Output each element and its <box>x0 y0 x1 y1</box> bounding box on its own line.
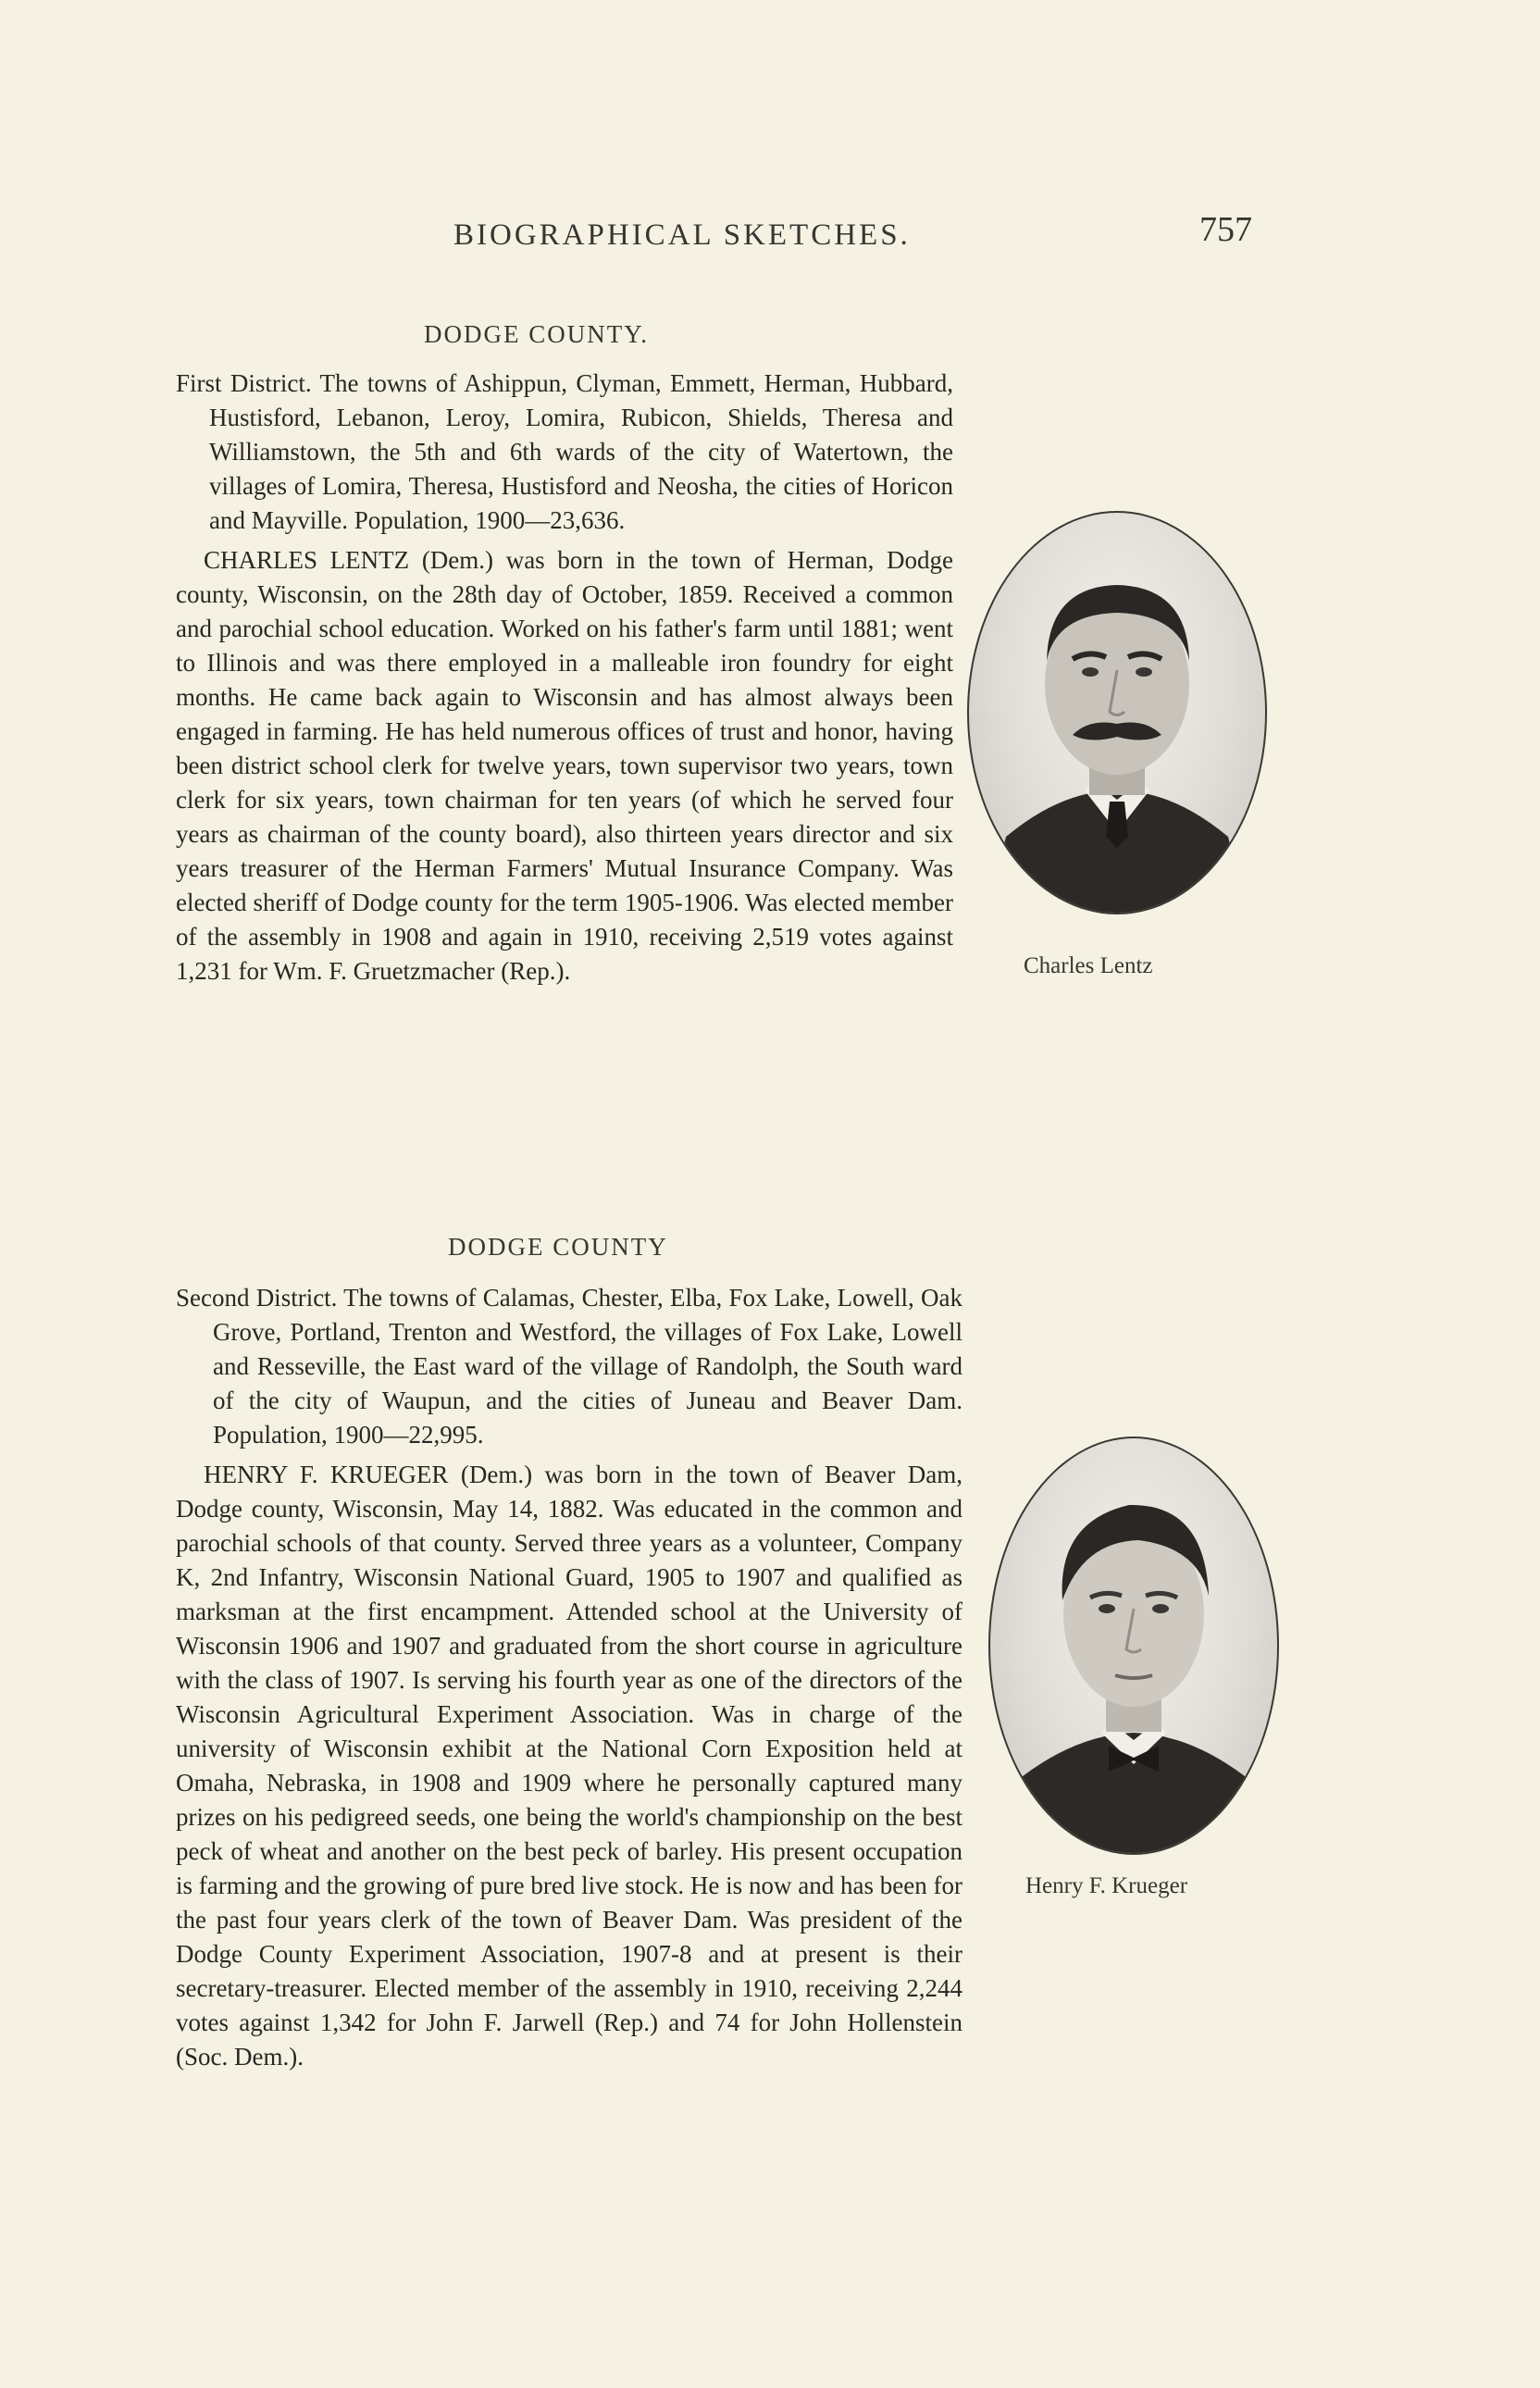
biography-charles-lentz: CHARLES LENTZ (Dem.) was born in the town of Herman, Dodge county, Wisconsin, on the 28th day of October, 1859. Received a common and parochial school education. Worked on his father's farm until 1881; went to Illinois and was there employed in a malleable iron foundry for eight months. He came back again to Wisconsin and has almost always been engaged in farming. He has held numerous offices of trust and honor, having been district school clerk for twelve years, town supervisor two years, town clerk for six years, town chairman for ten years (of which he served four years as chairman of the county board), also thirteen years director and six years treasurer of the Herman Farmers' Mutual Insurance Company. Was elected sheriff of Dodge county for the term 1905-1906. Was elected member of the assembly in 1908 and again in 1910, receiving 2,519 votes against 1,231 for Wm. F. Gruetzmacher (Rep.). <box>176 546 953 985</box>
caption-charles-lentz: Charles Lentz <box>1024 953 1153 978</box>
portrait-charles-lentz <box>967 511 1267 914</box>
page-number: 757 <box>1199 210 1252 249</box>
section-heading-first-district: DODGE COUNTY. <box>424 320 650 348</box>
section-heading-second-district: DODGE COUNTY <box>448 1233 668 1261</box>
district-description: First District. The towns of Ashippun, Clyman, Emmett, Herman, Hubbard, Hustisford, Lebanon, Leroy, Lomira, Rubicon, Shields, Theresa and Williamstown, the 5th and 6th wards of the city of Watertown, the villages of Lomira, Theresa, Hustisford and Neosha, the cities of Horicon and Mayville. Population, 1900—23,636. <box>176 369 953 534</box>
first-district-text-block <box>176 367 953 989</box>
biography-henry-krueger: HENRY F. KRUEGER (Dem.) was born in the town of Beaver Dam, Dodge county, Wisconsin, May 14, 1882. Was educated in the common and parochial schools of that county. Served three years as a volunteer, Company K, 2nd Infantry, Wisconsin National Guard, 1905 to 1907 and qualified as marksman at the first encampment. Attended school at the University of Wisconsin 1906 and 1907 and graduated from the short course in agriculture with the class of 1907. Is serving his fourth year as one of the directors of the Wisconsin Agricultural Experiment Association. Was in charge of the university of Wisconsin exhibit at the National Corn Exposition held at Omaha, Nebraska, in 1908 and 1909 where he personally captured many prizes on his pedigreed seeds, one being the world's championship on the best peck of wheat and another on the best peck of barley. His present occupation is farming and the growing of pure bred live stock. He is now and has been for the past four years clerk of the town of Beaver Dam. Was president of the Dodge County Experiment Association, 1907-8 and at present is their secretary-treasurer. Elected member of the assembly in 1910, receiving 2,244 votes against 1,342 for John F. Jarwell (Rep.) and 74 for John Hollenstein (Soc. Dem.). <box>176 1461 962 2071</box>
district-description: Second District. The towns of Calamas, Chester, Elba, Fox Lake, Lowell, Oak Grove, Portland, Trenton and Westford, the villages of Fox Lake, Lowell and Resseville, the East ward of the village of Randolph, the South ward of the city of Waupun, and the cities of Juneau and Beaver Dam. Population, 1900—22,995. <box>176 1284 962 1449</box>
caption-henry-krueger: Henry F. Krueger <box>1025 1873 1188 1898</box>
second-district-text-block <box>176 1281 962 2074</box>
portrait-henry-krueger <box>988 1437 1279 1855</box>
running-head: BIOGRAPHICAL SKETCHES. <box>453 218 911 252</box>
